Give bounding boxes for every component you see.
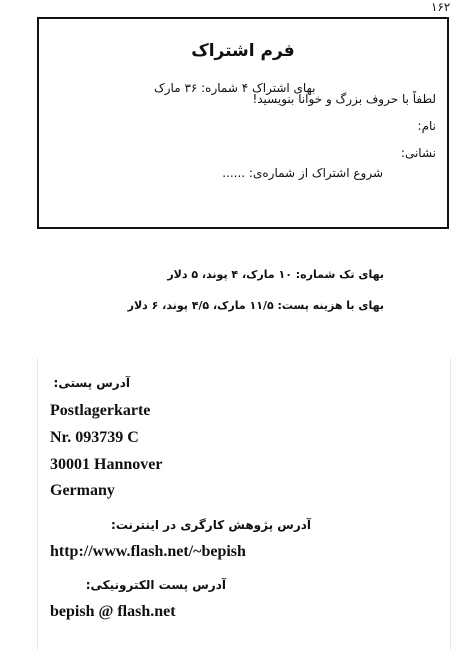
form-title: فرم اشتراک (191, 41, 295, 61)
subscription-form (37, 17, 449, 229)
postal-line: Germany (50, 482, 115, 499)
postal-line: Postlagerkarte (50, 402, 151, 419)
email-link[interactable]: bepish @ flash.net (50, 603, 176, 620)
postal-address-label: آدرس پستی: (53, 376, 130, 390)
form-instruction: لطفاً با حروف بزرگ و خوانا بنویسید! (252, 92, 436, 106)
postal-line: Nr. 093739 C (50, 429, 139, 446)
single-issue-price: بهای تک شماره: ۱۰ مارک، ۴ پوند، ۵ دلار (167, 268, 384, 281)
subscription-price: بهای اشتراک ۴ شماره: ۳۶ مارک (154, 81, 316, 95)
web-address-label: آدرس پژوهش کارگری در اینترنت: (111, 518, 311, 532)
postal-line: 30001 Hannover (50, 456, 163, 473)
price-with-postage: بهای با هزینه پست: ۱۱/۵ مارک، ۴/۵ پوند، ۶ دلار (127, 299, 384, 312)
email-label: آدرس پست الکترونیکی: (85, 578, 226, 592)
page-number: ۱۶۲ (431, 0, 451, 14)
address-label: نشانی: (400, 146, 436, 160)
name-label: نام: (417, 119, 436, 133)
web-url-link[interactable]: http://www.flash.net/~bepish (50, 543, 246, 560)
start-issue-label: شروع اشتراک از شماره‌ی: ...... (222, 166, 383, 180)
